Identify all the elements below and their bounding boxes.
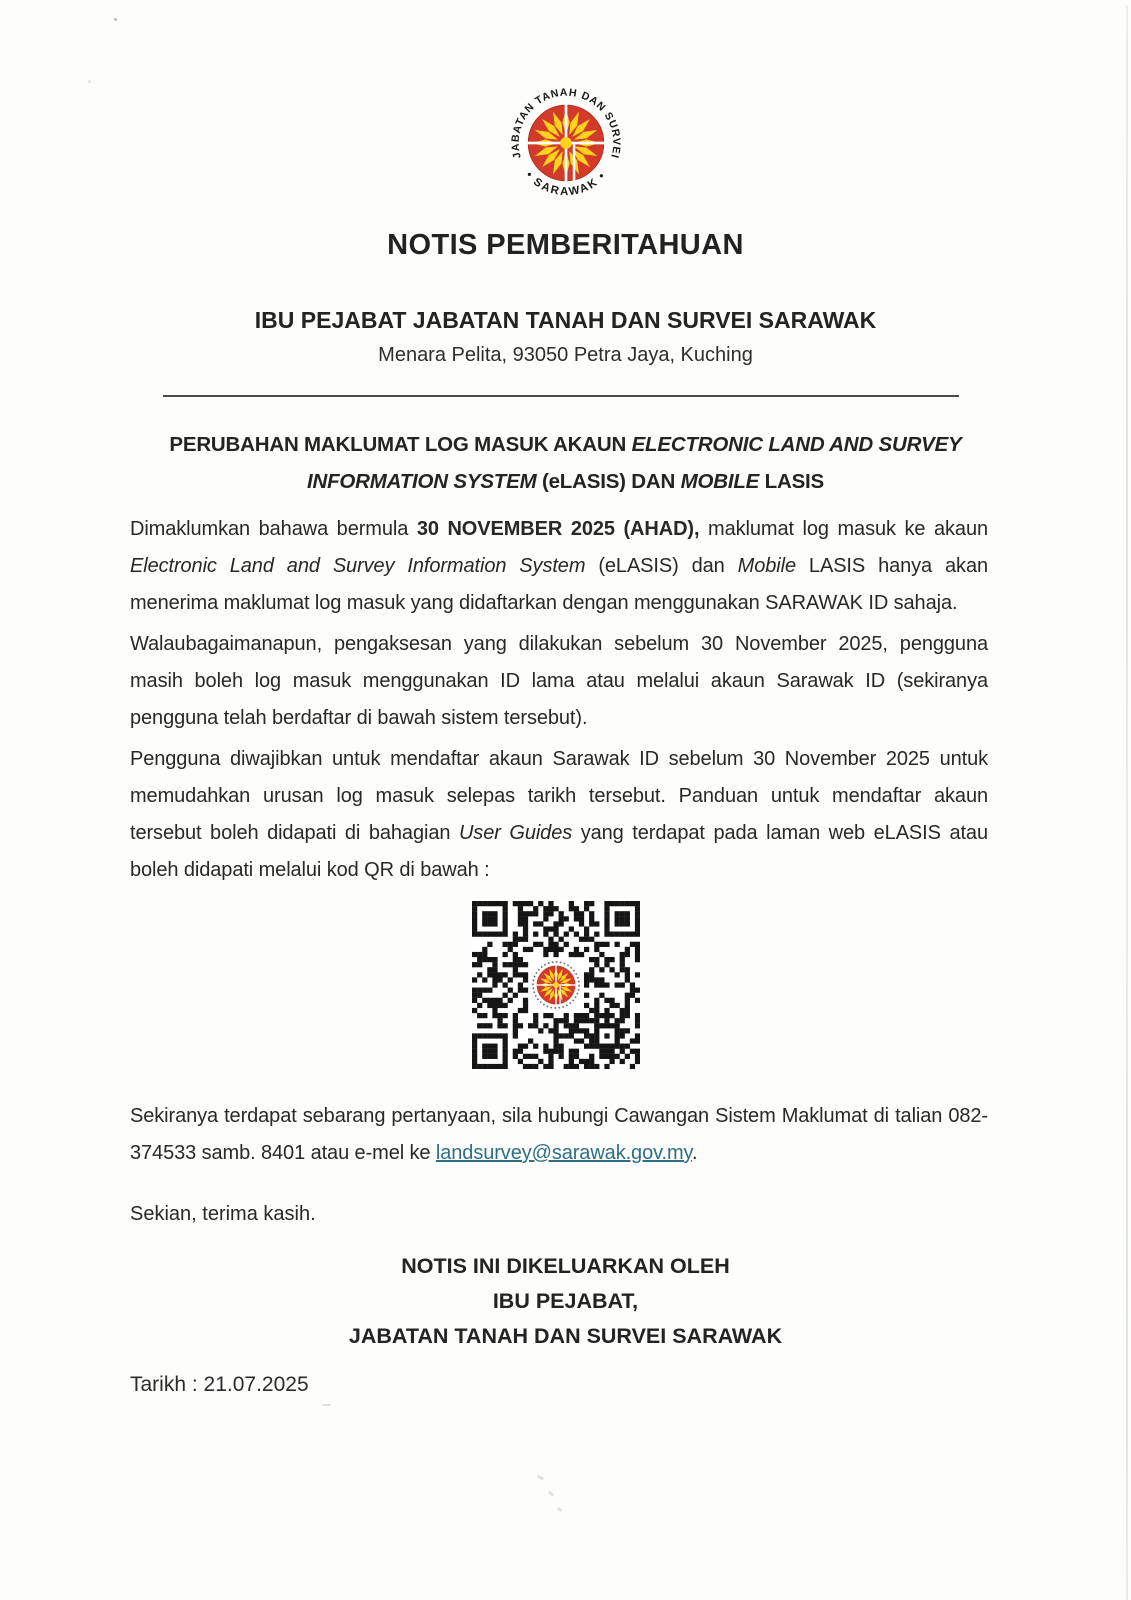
text-segment: maklumat log masuk ke akaun	[699, 518, 988, 540]
closing-text: Sekian, terima kasih.	[130, 1203, 316, 1225]
qr-code	[0, 901, 1131, 1074]
paragraph-1	[130, 511, 988, 622]
text-segment: Sekiranya terdapat sebarang pertanyaan, sila hubungi Cawangan Sistem Maklumat di talian 082-374533 samb. 8401 atau e-mel ke	[130, 1105, 988, 1164]
notice-body	[0, 426, 1131, 1400]
scan-smudge	[322, 1404, 331, 1406]
scan-speck	[88, 80, 91, 83]
scan-smudge	[537, 1475, 545, 1481]
text-segment: MOBILE	[680, 470, 760, 493]
text-segment: .	[691, 1142, 698, 1164]
issuer-line-2: IBU PEJABAT,	[492, 1289, 639, 1313]
text-segment: Pengguna diwajibkan untuk mendaftar akaun Sarawak ID sebelum 30 November 2025 untuk memudahkan urusan log masuk selepas tarikh tersebut. Panduan untuk mendaftar akaun tersebut boleh didapati di bahagian	[130, 748, 988, 844]
office-name: IBU PEJABAT JABATAN TANAH DAN SURVEI SARAWAK	[254, 307, 877, 333]
notice-title: NOTIS PEMBERITAHUAN	[387, 229, 744, 261]
office-address: Menara Pelita, 93050 Petra Jaya, Kuching	[378, 344, 753, 366]
text-segment: yang terdapat pada laman web eLASIS atau boleh didapati melalui kod QR di bawah :	[130, 822, 988, 881]
text-segment: ELECTRONIC LAND AND SURVEY INFORMATION SYSTEM	[306, 433, 962, 493]
text-segment: Walaubagaimanapun, pengaksesan yang dilakukan sebelum 30 November 2025, pengguna masih boleh log masuk menggunakan ID lama atau melalui akaun Sarawak ID (sekiranya pengguna telah berdaftar di bawah sistem tersebut).	[130, 633, 988, 729]
text-segment: LASIS	[759, 470, 825, 493]
document-header	[0, 80, 1131, 397]
scan-speck	[114, 18, 117, 21]
department-logo-icon	[503, 80, 629, 206]
issuer-line-1: NOTIS INI DIKELUARKAN OLEH	[401, 1254, 730, 1278]
text-segment: PERUBAHAN MAKLUMAT LOG MASUK AKAUN	[169, 433, 632, 456]
email-link[interactable]: landsurvey@sarawak.gov.my	[435, 1142, 692, 1164]
text-segment: Electronic Land and Survey Information System	[130, 555, 586, 577]
scan-smudge	[548, 1490, 555, 1496]
scan-smudge	[557, 1507, 563, 1512]
date-line: Tarikh : 21.07.2025	[130, 1373, 309, 1396]
issuer-line-3: JABATAN TANAH DAN SURVEI SARAWAK	[348, 1324, 783, 1348]
text-segment: Dimaklumkan bahawa bermula	[130, 518, 417, 540]
text-segment: User Guides	[458, 822, 573, 844]
divider-line	[163, 395, 959, 397]
logo-arc-text-top: JABATAN TANAH DAN SURVEI	[509, 86, 622, 161]
paragraph-2	[130, 626, 988, 737]
subject-heading	[118, 426, 1013, 500]
logo-arc-text-bottom: • SARAWAK •	[522, 169, 609, 199]
text-segment: Mobile	[737, 555, 796, 577]
text-segment: LASIS hanya akan menerima maklumat log masuk yang didaftarkan dengan menggunakan SARAWAK ID sahaja.	[130, 555, 988, 614]
text-segment: (eLASIS) dan	[585, 555, 738, 577]
contact-paragraph	[130, 1098, 988, 1172]
text-segment: (eLASIS) DAN	[536, 470, 681, 493]
issuer-block	[0, 1249, 1131, 1354]
qr-code-image	[472, 901, 640, 1069]
paragraph-3	[130, 741, 988, 889]
scan-edge-artifact	[1126, 6, 1128, 1600]
text-segment: 30 NOVEMBER 2025 (AHAD),	[416, 518, 700, 540]
